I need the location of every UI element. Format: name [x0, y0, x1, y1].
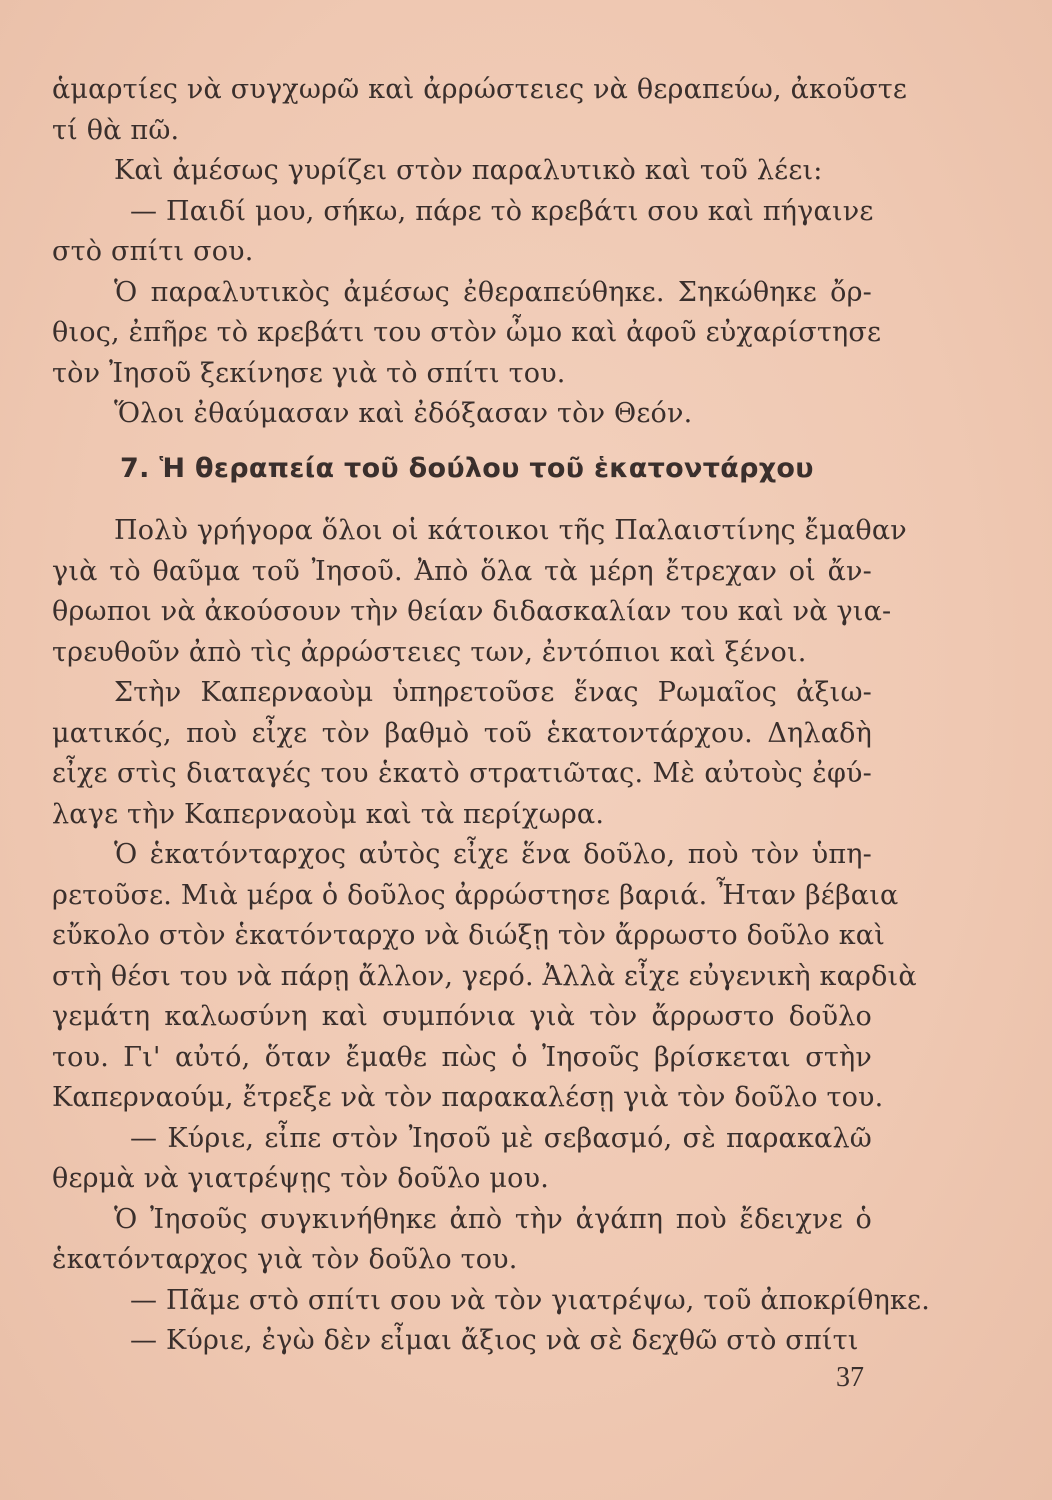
- text-line: ἁμαρτίες νὰ συγχωρῶ καὶ ἀρρώστειες νὰ θεραπεύω, ἀκοῦστε: [52, 74, 908, 105]
- text-line: τρευθοῦν ἀπὸ τὶς ἀρρώστειες των, ἐντόπιοι καὶ ξένοι.: [52, 636, 807, 668]
- text-line: εὔκολο στὸν ἑκατόνταρχο νὰ διώξῃ τὸν ἄρρωστο δοῦλο καὶ: [52, 920, 886, 951]
- text-line: ματικός, ποὺ εἶχε τὸν βαθμὸ τοῦ ἑκατοντάρχου. Δηλαδὴ: [52, 717, 872, 749]
- text-line: τὸν Ἰησοῦ ξεκίνησε γιὰ τὸ σπίτι του.: [52, 357, 566, 389]
- text-line: τί θὰ πῶ.: [52, 114, 180, 146]
- text-line: — Κύριε, εἶπε στὸν Ἰησοῦ μὲ σεβασμό, σὲ παρακαλῶ: [130, 1122, 872, 1154]
- text-line: — Παιδί μου, σήκω, πάρε τὸ κρεβάτι σου καὶ πήγαινε: [130, 195, 874, 227]
- text-line: λαγε τὴν Καπερναοὺμ καὶ τὰ περίχωρα.: [52, 798, 605, 830]
- text-line: — Κύριε, ἐγὼ δὲν εἶμαι ἄξιος νὰ σὲ δεχθῶ στὸ σπίτι: [130, 1325, 859, 1356]
- text-line: εἶχε στὶς διαταγές του ἑκατὸ στρατιῶτας. Μὲ αὐτοὺς ἐφύ-: [52, 758, 872, 789]
- text-line: ρετοῦσε. Μιὰ μέρα ὁ δοῦλος ἀρρώστησε βαριά. Ἦταν βέβαια: [52, 879, 899, 911]
- text-line: θιος, ἐπῆρε τὸ κρεβάτι του στὸν ὦμο καὶ ἀφοῦ εὐχαρίστησε: [52, 317, 882, 348]
- text-line: θερμὰ νὰ γιατρέψῃς τὸν δοῦλο μου.: [52, 1163, 549, 1194]
- text-line: του. Γι' αὐτό, ὅταν ἔμαθε πὼς ὁ Ἰησοῦς βρίσκεται στὴν: [52, 1041, 872, 1073]
- text-line: Ὅλοι ἐθαύμασαν καὶ ἐδόξασαν τὸν Θεόν.: [114, 398, 693, 429]
- text-line: στὸ σπίτι σου.: [52, 236, 254, 267]
- text-line: στὴ θέσι του νὰ πάρῃ ἄλλον, γερό. Ἀλλὰ εἶχε εὐγενικὴ καρδιὰ: [52, 960, 917, 992]
- text-line: — Πᾶμε στὸ σπίτι σου νὰ τὸν γιατρέψω, τοῦ ἀποκρίθηκε.: [130, 1284, 930, 1316]
- text-line: Ὁ παραλυτικὸς ἀμέσως ἐθεραπεύθηκε. Σηκώθηκε ὄρ-: [114, 276, 872, 308]
- text-line: Καὶ ἀμέσως γυρίζει στὸν παραλυτικὸ καὶ τοῦ λέει:: [114, 155, 823, 186]
- text-line: Στὴν Καπερναοὺμ ὑπηρετοῦσε ἕνας Ρωμαῖος ἀξιω-: [114, 677, 872, 708]
- page-text: [52, 70, 930, 1362]
- text-line: Καπερναούμ, ἔτρεξε νὰ τὸν παρακαλέσῃ γιὰ τὸν δοῦλο του.: [52, 1082, 884, 1113]
- text-line: Ὁ Ἰησοῦς συγκινήθηκε ἀπὸ τὴν ἀγάπη ποὺ ἔδειχνε ὁ: [114, 1203, 872, 1235]
- text-line: Ὁ ἑκατόνταρχος αὐτὸς εἶχε ἕνα δοῦλο, ποὺ τὸν ὑπη-: [114, 839, 872, 870]
- text-line: ἑκατόνταρχος γιὰ τὸν δοῦλο του.: [52, 1244, 518, 1275]
- page-number: 37: [836, 1362, 864, 1393]
- section-heading: 7. Ἡ θεραπεία τοῦ δούλου τοῦ ἑκατοντάρχου: [120, 452, 814, 484]
- text-line: Πολὺ γρήγορα ὅλοι οἱ κάτοικοι τῆς Παλαιστίνης ἔμαθαν: [114, 515, 907, 546]
- text-line: γιὰ τὸ θαῦμα τοῦ Ἰησοῦ. Ἀπὸ ὅλα τὰ μέρη ἔτρεχαν οἱ ἄν-: [52, 555, 872, 587]
- text-line: θρωποι νὰ ἀκούσουν τὴν θείαν διδασκαλίαν του καὶ νὰ για-: [52, 596, 892, 627]
- text-line: γεμάτη καλωσύνη καὶ συμπόνια γιὰ τὸν ἄρρωστο δοῦλο: [52, 1001, 872, 1032]
